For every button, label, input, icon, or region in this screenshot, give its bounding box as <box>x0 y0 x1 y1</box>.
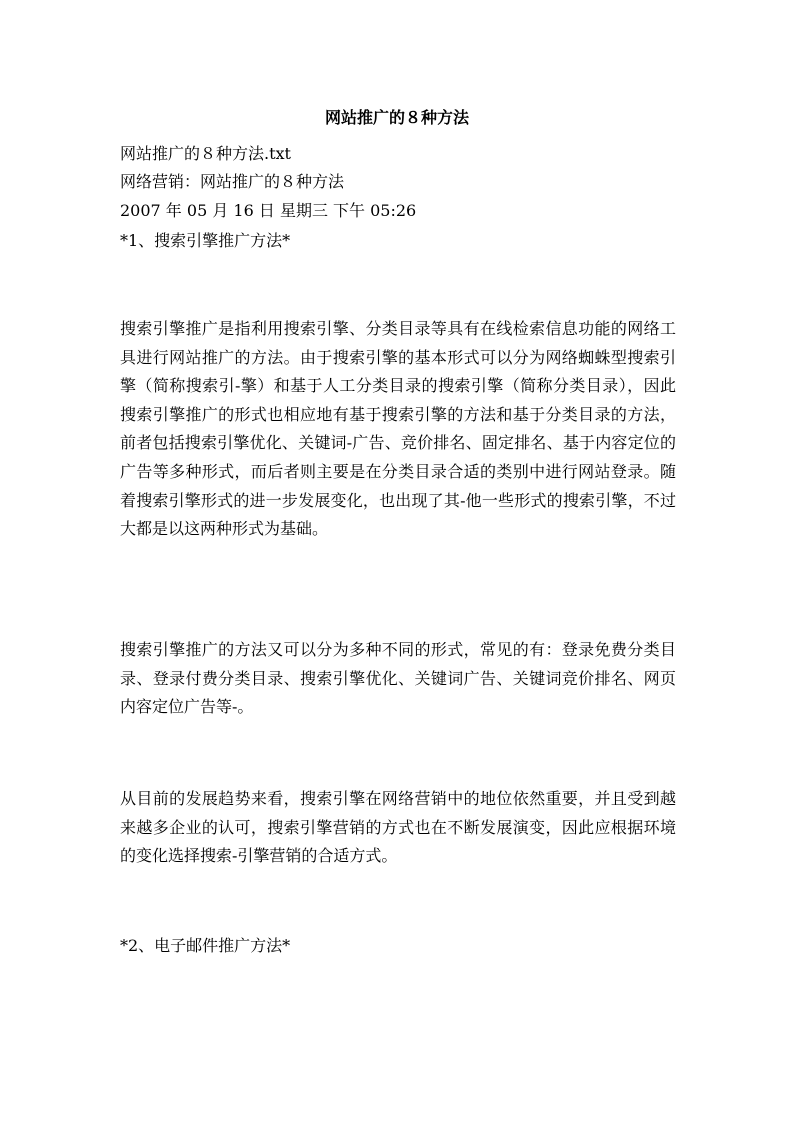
filename-line: 网站推广的８种方法.txt <box>120 144 291 163</box>
paragraph-search-engine-trend: 从目前的发展趋势来看，搜索引擎在网络营销中的地位依然重要，并且受到越来越多企业的认可，搜索引擎营销的方式也在不断发展演变，因此应根据环境的变化选择搜索-引擎营销的合适方式。 <box>120 789 676 866</box>
date-line: 2007 年 05 月 16 日 星期三 下午 05:26 <box>120 201 417 220</box>
section-1-heading: *1、搜索引擎推广方法* <box>120 231 291 250</box>
subtitle-line: 网络营销：网站推广的８种方法 <box>120 172 345 191</box>
paragraph-search-engine-methods: 搜索引擎推广的方法又可以分为多种不同的形式，常见的有：登录免费分类目录、登录付费分类目录、搜索引擎优化、关键词广告、关键词竞价排名、网页内容定位广告等-。 <box>120 640 676 717</box>
document-title: 网站推广的８种方法 <box>324 108 469 127</box>
paragraph-search-engine-intro: 搜索引擎推广是指利用搜索引擎、分类目录等具有在线检索信息功能的网络工具进行网站推广的方法。由于搜索引擎的基本形式可以分为网络蜘蛛型搜索引擎（简称搜索引-擎）和基于人工分类目录的搜索引擎（简称分类目录），因此搜索引擎推广的形式也相应地有基于搜索引擎的方法和基于分类目录的方法，前者包括搜索引擎优化、关键词-广告、竞价排名、固定排名、基于内容定位的广告等多种形式，而后者则主要是在分类目录合适的类别中进行网站登录。随着搜索引擎形式的进一步发展变化，也出现了其-他一些形式的搜索引擎，不过大都是以这两种形式为基础。 <box>120 319 676 539</box>
section-2-heading: *2、电子邮件推广方法* <box>120 936 291 955</box>
